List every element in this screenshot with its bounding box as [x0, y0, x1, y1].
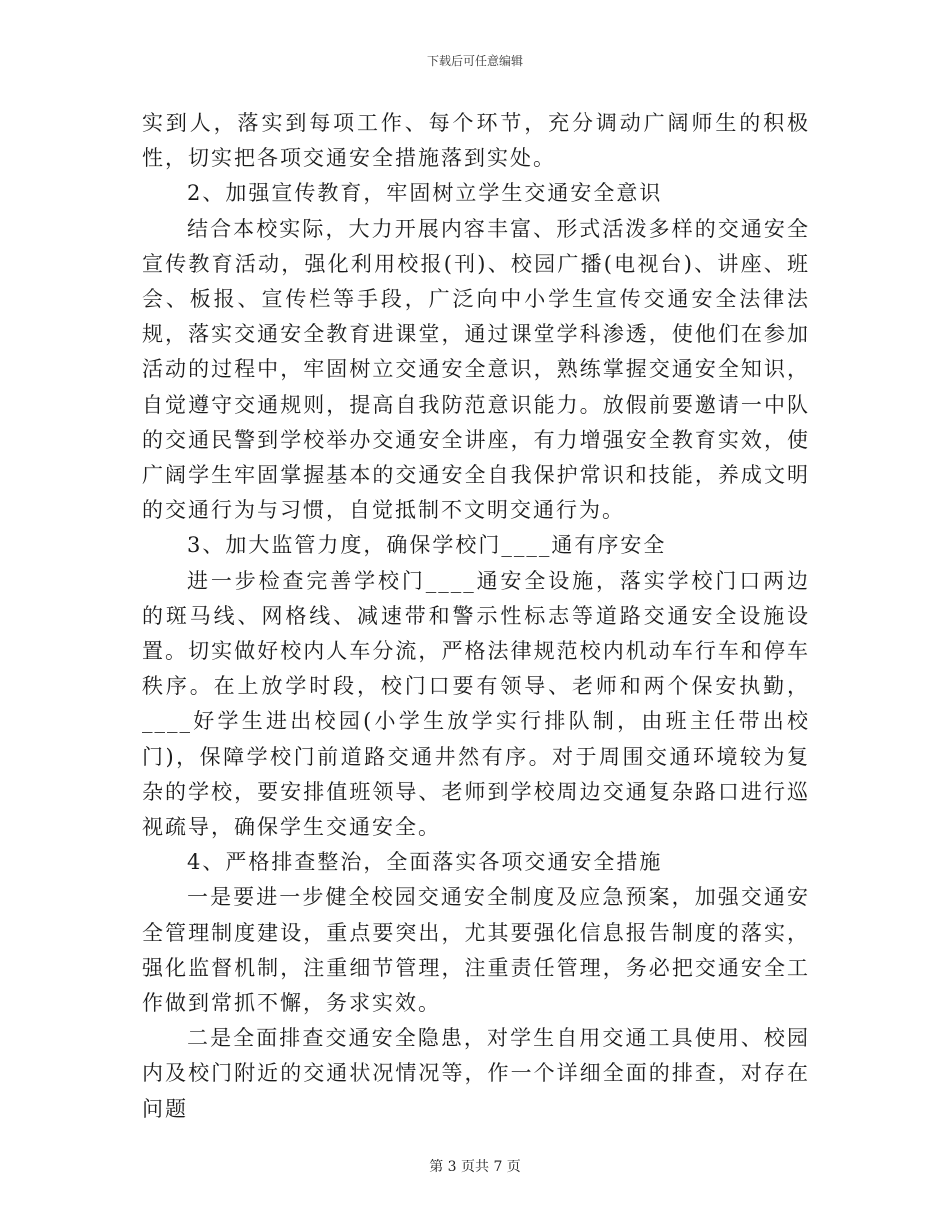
section-heading-3: 3、加大监管力度，确保学校门____通有序安全 [187, 533, 667, 558]
section-heading-4: 4、严格排查整治，全面落实各项交通安全措施 [187, 850, 663, 875]
section-heading-2: 2、加强宣传教育，牢固树立学生交通安全意识 [187, 181, 663, 206]
page-number: 第 3 页共 7 页 [429, 1159, 521, 1175]
paragraph-system: 一是要进一步健全校园交通安全制度及应急预案，加强交通安全管理制度建设，重点要突出，尤其要强化信息报告制度的落实，强化监督机制，注重细节管理，注重责任管理，务必把交通安全工作做到常抓不懈，务求实效。 [142, 885, 810, 1016]
paragraph-education: 结合本校实际，大力开展内容丰富、形式活泼多样的交通安全宣传教育活动，强化利用校报(刊)、校园广播(电视台)、讲座、班会、板报、宣传栏等手段，广泛向中小学生宣传交通安全法律法规，落实交通安全教育进课堂，通过课堂学科渗透，使他们在参加活动的过程中，牢固树立交通安全意识，熟练掌握交通安全知识，自觉遵守交通规则，提高自我防范意识能力。放假前要邀请一中队的交通民警到学校举办交通安全讲座，有力增强安全教育实效，使广阔学生牢固掌握基本的交通安全自我保护常识和技能，养成文明的交通行为与习惯，自觉抵制不文明交通行为。 [142, 216, 810, 523]
paragraph-inspection: 二是全面排查交通安全隐患，对学生自用交通工具使用、校园内及校门附近的交通状况情况等，作一个详细全面的排查，对存在问题 [142, 1026, 810, 1121]
document-body [142, 106, 810, 1127]
page-header: 下载后可任意编辑 [426, 54, 523, 68]
paragraph-supervision: 进一步检查完善学校门____通安全设施，落实学校门口两边的斑马线、网格线、减速带和警示性标志等道路交通安全设施设置。切实做好校内人车分流，严格法律规范校内机动车行车和停车秩序。在上放学时段，校门口要有领导、老师和两个保安执勤，____好学生进出校园(小学生放学实行排队制，由班主任带出校门)，保障学校门前道路交通井然有序。对于周围交通环境较为复杂的学校，要安排值班领导、老师到学校周边交通复杂路口进行巡视疏导，确保学生交通安全。 [142, 568, 810, 840]
paragraph-continuation: 实到人，落实到每项工作、每个环节，充分调动广阔师生的积极性，切实把各项交通安全措施落到实处。 [142, 111, 810, 171]
